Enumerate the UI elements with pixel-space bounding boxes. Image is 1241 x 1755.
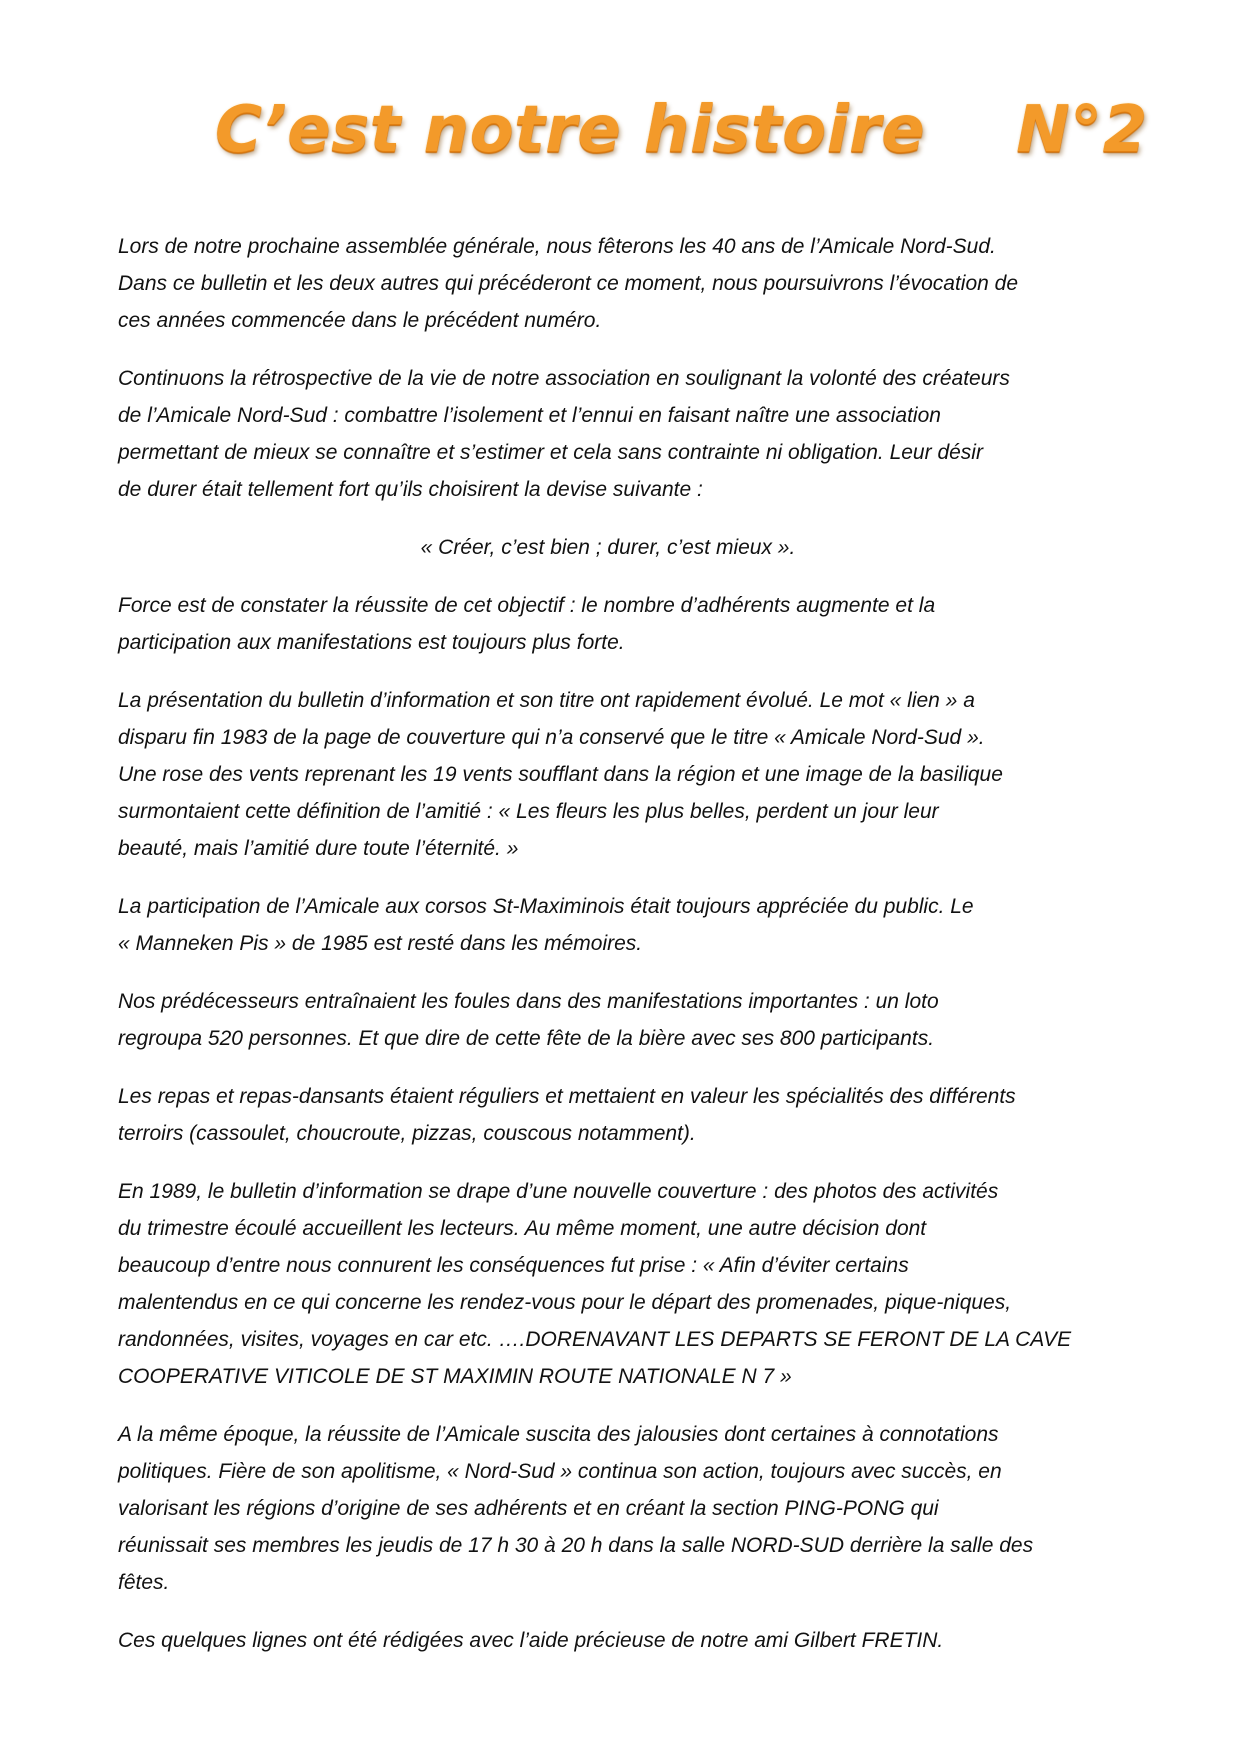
paragraph-corsos [118, 888, 1118, 962]
text-line: COOPERATIVE VITICOLE DE ST MAXIMIN ROUTE NATIONALE N 7 » [118, 1365, 792, 1388]
text-line: permettant de mieux se connaître et s’estimer et cela sans contrainte ni obligation. Leur désir [118, 441, 983, 464]
text-line: ces années commencée dans le précédent numéro. [118, 309, 602, 332]
motto-quote [118, 529, 1118, 566]
paragraph-1989 [118, 1173, 1118, 1395]
text-line: politiques. Fière de son apolitisme, « Nord-Sud » continua son action, toujours avec succès, en [118, 1460, 1002, 1483]
text-line: regroupa 520 personnes. Et que dire de cette fête de la bière avec ses 800 participants. [118, 1027, 935, 1050]
page-title: C’est notre histoire N°2 [215, 93, 1148, 167]
paragraph-success [118, 587, 1118, 661]
text-line: Nos prédécesseurs entraînaient les foules dans des manifestations importantes : un loto [118, 990, 939, 1013]
text-line: Dans ce bulletin et les deux autres qui précéderont ce moment, nous poursuivrons l’évocation de [118, 272, 1019, 295]
text-line: Force est de constater la réussite de cet objectif : le nombre d’adhérents augmente et la [118, 594, 936, 617]
text-line: A la même époque, la réussite de l’Amicale suscita des jalousies dont certaines à connotations [118, 1423, 999, 1446]
text-line: Continuons la rétrospective de la vie de notre association en soulignant la volonté des créateurs [118, 367, 1010, 390]
text-line: En 1989, le bulletin d’information se drape d’une nouvelle couverture : des photos des activités [118, 1180, 999, 1203]
text-line: beauté, mais l’amitié dure toute l’éternité. » [118, 837, 519, 860]
text-line: valorisant les régions d’origine de ses adhérents et en créant la section PING-PONG qui [118, 1497, 939, 1520]
text-line: de l’Amicale Nord-Sud : combattre l’isolement et l’ennui en faisant naître une association [118, 404, 941, 427]
text-line: randonnées, visites, voyages en car etc. ….DORENAVANT LES DEPARTS SE FERONT DE LA CAVE [118, 1328, 1072, 1351]
text-line: La présentation du bulletin d’information et son titre ont rapidement évolué. Le mot « lien » a [118, 689, 975, 712]
text-line: Les repas et repas-dansants étaient réguliers et mettaient en valeur les spécialités des différents [118, 1085, 1016, 1108]
text-line: Une rose des vents reprenant les 19 vents soufflant dans la région et une image de la basilique [118, 763, 1003, 786]
paragraph-intro [118, 228, 1118, 339]
paragraph-meals [118, 1078, 1118, 1152]
paragraph-crowds [118, 983, 1118, 1057]
text-line: réunissait ses membres les jeudis de 17 h 30 à 20 h dans la salle NORD-SUD derrière la salle des [118, 1534, 1034, 1557]
article-body [118, 228, 1118, 1680]
text-line: La participation de l’Amicale aux corsos St-Maximinois était toujours appréciée du public. Le [118, 895, 974, 918]
paragraph-apolitisme [118, 1416, 1118, 1601]
text-line: « Créer, c’est bien ; durer, c’est mieux ». [420, 536, 796, 559]
text-line: malentendus en ce qui concerne les rendez-vous pour le départ des promenades, pique-niques, [118, 1291, 1012, 1314]
text-line: Ces quelques lignes ont été rédigées avec l’aide précieuse de notre ami Gilbert FRETIN. [118, 1629, 944, 1652]
paragraph-credits [118, 1622, 1118, 1659]
text-line: beaucoup d’entre nous connurent les conséquences fut prise : « Afin d’éviter certains [118, 1254, 909, 1277]
text-line: disparu fin 1983 de la page de couverture qui n’a conservé que le titre « Amicale Nord-Sud ». [118, 726, 985, 749]
paragraph-bulletin [118, 682, 1118, 867]
text-line: surmontaient cette définition de l’amitié : « Les fleurs les plus belles, perdent un jour leur [118, 800, 939, 823]
text-line: participation aux manifestations est toujours plus forte. [118, 631, 625, 654]
text-line: fêtes. [118, 1571, 170, 1594]
text-line: du trimestre écoulé accueillent les lecteurs. Au même moment, une autre décision dont [118, 1217, 927, 1240]
text-line: « Manneken Pis » de 1985 est resté dans les mémoires. [118, 932, 643, 955]
text-line: de durer était tellement fort qu’ils choisirent la devise suivante : [118, 478, 703, 501]
paragraph-retrospective [118, 360, 1118, 508]
text-line: Lors de notre prochaine assemblée générale, nous fêterons les 40 ans de l’Amicale Nord-Sud. [118, 235, 996, 258]
text-line: terroirs (cassoulet, choucroute, pizzas, couscous notamment). [118, 1122, 696, 1145]
